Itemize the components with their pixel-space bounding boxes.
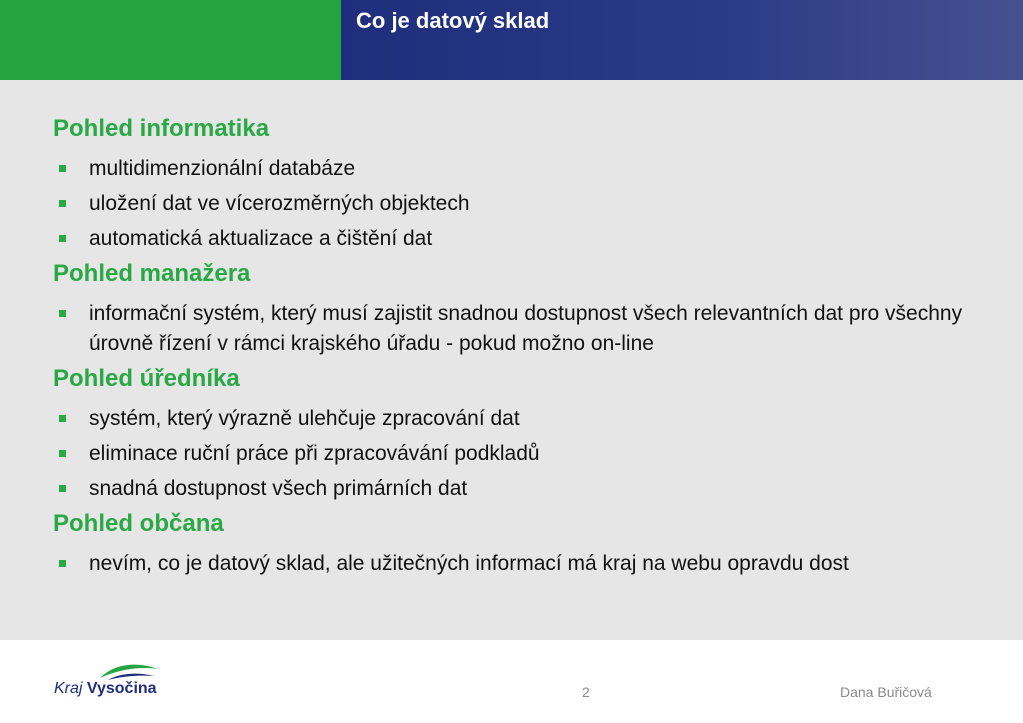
page-number: 2 <box>582 684 590 700</box>
bullet-item <box>53 224 983 254</box>
bullet-item <box>53 189 983 219</box>
green-square-bullet-icon <box>59 310 66 317</box>
green-square-bullet-icon <box>59 450 66 457</box>
bullet-item <box>53 404 983 434</box>
bullet-item <box>53 549 983 579</box>
section-heading: Pohled úředníka <box>53 365 240 392</box>
section-heading: Pohled občana <box>53 510 224 537</box>
bullet-text: nevím, co je datový sklad, ale užitečných informací má kraj na webu opravdu dost <box>89 552 849 575</box>
slide-content <box>0 80 1023 640</box>
slide-header <box>0 0 1023 80</box>
green-square-bullet-icon <box>59 200 66 207</box>
bullet-text: eliminace ruční práce při zpracovávání podkladů <box>89 442 540 465</box>
sections-container <box>53 114 983 584</box>
section-heading: Pohled informatika <box>53 115 270 142</box>
bullet-item <box>53 299 983 359</box>
bullet-list <box>53 404 983 504</box>
logo-text-vysocina: Vysočina <box>86 680 157 697</box>
slide-footer <box>0 640 1023 723</box>
green-square-bullet-icon <box>59 560 66 567</box>
bullet-text: snadná dostupnost všech primárních dat <box>89 477 468 500</box>
logo-text <box>54 679 157 699</box>
bullet-text: multidimenzionální databáze <box>89 157 356 180</box>
header-green-block <box>0 0 341 80</box>
bullet-list <box>53 154 983 254</box>
section-heading: Pohled manažera <box>53 260 251 287</box>
slide-title: Co je datový sklad <box>356 8 550 33</box>
logo-text-kraj: Kraj <box>54 680 83 697</box>
bullet-item <box>53 439 983 469</box>
green-square-bullet-icon <box>59 415 66 422</box>
green-square-bullet-icon <box>59 165 66 172</box>
bullet-text: informační systém, který musí zajistit snadnou dostupnost všech relevantních dat pro všechny úrovně řízení v rámci krajského úřadu - pokud možno on-line <box>89 302 963 355</box>
author-name: Dana Buřičová <box>840 684 932 700</box>
bullet-item <box>53 474 983 504</box>
bullet-list <box>53 549 983 579</box>
bullet-list <box>53 299 983 359</box>
bullet-text: automatická aktualizace a čištění dat <box>89 227 433 250</box>
kraj-vysocina-logo <box>54 662 164 702</box>
bullet-text: uložení dat ve vícerozměrných objektech <box>89 192 470 215</box>
green-square-bullet-icon <box>59 235 66 242</box>
bullet-text: systém, který výrazně ulehčuje zpracování dat <box>89 407 520 430</box>
bullet-item <box>53 154 983 184</box>
green-square-bullet-icon <box>59 485 66 492</box>
